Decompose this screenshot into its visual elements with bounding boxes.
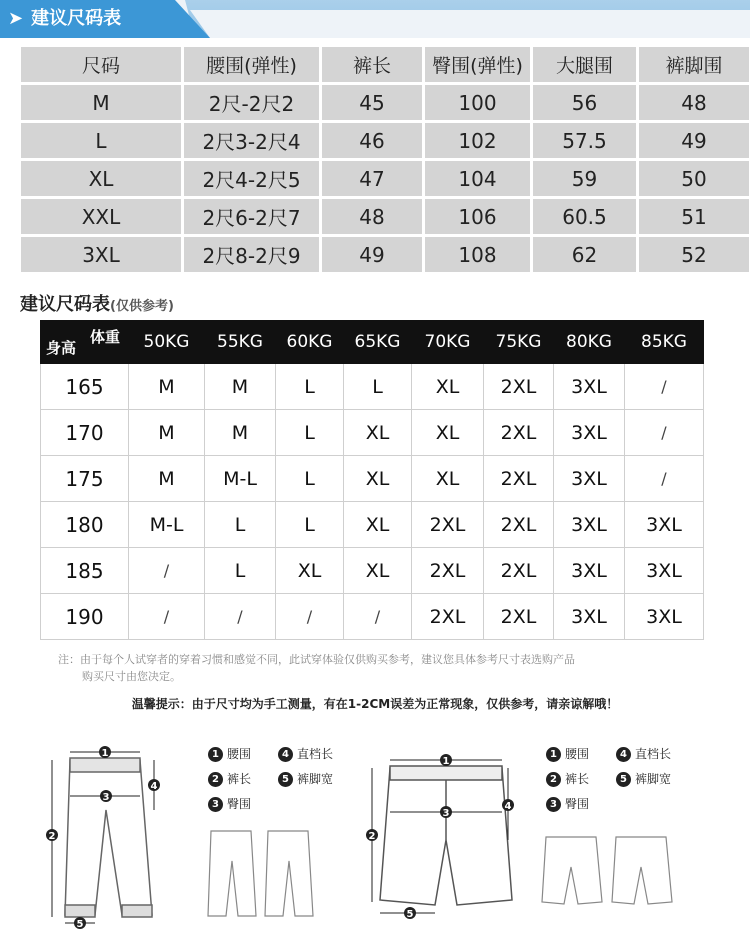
size-cell: 59 bbox=[533, 161, 636, 196]
shorts-marker-5-label: 5 bbox=[406, 909, 414, 920]
legend-label: 腰围 bbox=[565, 747, 590, 761]
legend-item bbox=[546, 742, 616, 767]
recommend-size-cell: 3XL bbox=[625, 594, 704, 640]
recommend-size-cell: XL bbox=[412, 364, 484, 410]
recommend-size-cell: 2XL bbox=[484, 594, 554, 640]
recommend-size-cell: / bbox=[344, 594, 412, 640]
size-cell: 100 bbox=[425, 85, 530, 120]
size-cell: 102 bbox=[425, 123, 530, 158]
marker-1-label: 1 bbox=[101, 748, 109, 759]
recommend-size-cell: M bbox=[129, 456, 205, 502]
legend-label: 裤长 bbox=[565, 772, 590, 786]
recommend-size-cell: L bbox=[344, 364, 412, 410]
recommend-title bbox=[20, 290, 174, 316]
height-cell: 175 bbox=[41, 456, 129, 502]
corner-weight-label: 体重 bbox=[89, 328, 120, 346]
shorts-diagram bbox=[362, 750, 532, 930]
number-badge-icon: 1 bbox=[546, 747, 561, 762]
height-cell: 185 bbox=[41, 548, 129, 594]
recommend-size-cell: XL bbox=[344, 410, 412, 456]
recommend-size-cell: XL bbox=[276, 548, 344, 594]
shorts-waistband bbox=[390, 766, 502, 780]
long-pants-thumbnails bbox=[206, 826, 341, 921]
recommend-size-cell: 2XL bbox=[412, 548, 484, 594]
long-pants-front-thumb bbox=[208, 831, 256, 916]
marker-4-label: 4 bbox=[150, 781, 158, 792]
size-cell: 52 bbox=[639, 237, 749, 272]
size-table-row bbox=[21, 123, 749, 158]
legend-label: 裤脚宽 bbox=[297, 772, 334, 786]
weight-header-cell: 75KG bbox=[484, 321, 554, 364]
recommend-size-cell: 2XL bbox=[484, 410, 554, 456]
marker-3-label: 3 bbox=[102, 792, 110, 803]
size-cell: 104 bbox=[425, 161, 530, 196]
recommend-size-cell: 3XL bbox=[625, 502, 704, 548]
banner-title-text: 建议尺码表 bbox=[31, 8, 122, 29]
recommend-size-cell: M-L bbox=[205, 456, 276, 502]
size-cell: L bbox=[21, 123, 181, 158]
recommend-size-cell: 3XL bbox=[554, 548, 625, 594]
size-cell: 49 bbox=[639, 123, 749, 158]
recommend-size-cell: XL bbox=[412, 410, 484, 456]
recommend-size-cell: 2XL bbox=[412, 502, 484, 548]
size-cell: 47 bbox=[322, 161, 422, 196]
size-cell: 2尺4-2尺5 bbox=[184, 161, 319, 196]
number-badge-icon: 3 bbox=[208, 797, 223, 812]
recommend-row bbox=[41, 548, 704, 594]
shorts-marker-2-label: 2 bbox=[368, 831, 376, 842]
size-cell: 45 bbox=[322, 85, 422, 120]
recommend-corner-cell bbox=[41, 321, 129, 364]
size-header-cell: 大腿围 bbox=[533, 47, 636, 82]
legend-long bbox=[208, 742, 348, 817]
weight-header-cell: 85KG bbox=[625, 321, 704, 364]
arrow-icon: ➤ bbox=[8, 8, 24, 29]
recommend-size-cell: 2XL bbox=[484, 502, 554, 548]
recommend-size-cell: L bbox=[276, 410, 344, 456]
size-table-row bbox=[21, 237, 749, 272]
size-table-row bbox=[21, 161, 749, 196]
size-cell: XL bbox=[21, 161, 181, 196]
shorts-front-thumb bbox=[542, 837, 602, 904]
size-cell: 2尺-2尺2 bbox=[184, 85, 319, 120]
banner-title bbox=[8, 5, 121, 33]
recommend-size-cell: L bbox=[205, 548, 276, 594]
size-cell: 46 bbox=[322, 123, 422, 158]
long-pants-outline bbox=[65, 760, 152, 915]
size-cell: 48 bbox=[639, 85, 749, 120]
legend-label: 裤长 bbox=[227, 772, 252, 786]
size-header-cell: 裤脚围 bbox=[639, 47, 749, 82]
size-cell: 2尺8-2尺9 bbox=[184, 237, 319, 272]
recommend-size-cell: / bbox=[276, 594, 344, 640]
legend-label: 腰围 bbox=[227, 747, 252, 761]
recommend-size-cell: 3XL bbox=[554, 594, 625, 640]
number-badge-icon: 5 bbox=[616, 772, 631, 787]
size-header-cell: 尺码 bbox=[21, 47, 181, 82]
size-cell: 48 bbox=[322, 199, 422, 234]
size-cell: 51 bbox=[639, 199, 749, 234]
size-table-header bbox=[21, 47, 749, 82]
marker-5-label: 5 bbox=[76, 919, 84, 930]
header-banner bbox=[0, 0, 750, 38]
reminder-text: 温馨提示：由于尺寸均为手工测量，有在1-2CM误差为正常现象，仅供参考，请亲谅解哦！ bbox=[131, 697, 619, 711]
height-cell: 190 bbox=[41, 594, 129, 640]
recommend-title-text: 建议尺码表 bbox=[20, 294, 110, 315]
recommend-size-cell: L bbox=[205, 502, 276, 548]
number-badge-icon: 2 bbox=[546, 772, 561, 787]
number-badge-icon: 4 bbox=[616, 747, 631, 762]
legend-label: 直档长 bbox=[297, 747, 334, 761]
legend-short bbox=[546, 742, 686, 817]
legend-label: 臀围 bbox=[565, 797, 590, 811]
footnote-line-1: 注：由于每个人试穿者的穿着习惯和感觉不同，此试穿体验仅供购买参考，建议您具体参考尺寸表选购产品 bbox=[58, 653, 575, 666]
recommend-size-cell: / bbox=[129, 594, 205, 640]
recommend-size-cell: XL bbox=[344, 548, 412, 594]
recommend-size-cell: L bbox=[276, 364, 344, 410]
size-cell: 57.5 bbox=[533, 123, 636, 158]
legend-item bbox=[208, 742, 278, 767]
weight-header-cell: 50KG bbox=[129, 321, 205, 364]
long-pants-right-cuff bbox=[122, 905, 152, 917]
marker-2-label: 2 bbox=[48, 831, 56, 842]
footnote bbox=[58, 651, 698, 685]
recommend-size-cell: 2XL bbox=[484, 456, 554, 502]
legend-item bbox=[208, 792, 278, 817]
legend-item bbox=[616, 767, 686, 792]
long-pants-waistband bbox=[70, 758, 140, 772]
recommend-subtitle: (仅供参考) bbox=[110, 299, 174, 314]
recommend-size-cell: XL bbox=[412, 456, 484, 502]
recommend-size-cell: L bbox=[276, 502, 344, 548]
recommend-size-cell: M bbox=[205, 410, 276, 456]
long-pants-left-cuff bbox=[65, 905, 95, 917]
recommend-size-cell: 2XL bbox=[484, 548, 554, 594]
weight-header-cell: 55KG bbox=[205, 321, 276, 364]
size-cell: 50 bbox=[639, 161, 749, 196]
corner-height-label: 身高 bbox=[46, 339, 77, 357]
recommend-size-cell: M-L bbox=[129, 502, 205, 548]
recommend-size-cell: / bbox=[625, 456, 704, 502]
recommend-row bbox=[41, 502, 704, 548]
recommend-size-cell: M bbox=[205, 364, 276, 410]
size-cell: 2尺3-2尺4 bbox=[184, 123, 319, 158]
weight-header-cell: 70KG bbox=[412, 321, 484, 364]
recommend-size-cell: / bbox=[625, 410, 704, 456]
recommend-size-cell: 3XL bbox=[554, 364, 625, 410]
shorts-thumbnails bbox=[540, 832, 680, 912]
recommend-size-cell: / bbox=[129, 548, 205, 594]
recommend-header bbox=[41, 321, 704, 364]
long-pants-back-thumb bbox=[265, 831, 313, 916]
legend-item bbox=[278, 767, 348, 792]
recommend-row bbox=[41, 594, 704, 640]
legend-label: 直档长 bbox=[635, 747, 672, 761]
long-pants-diagram bbox=[40, 730, 190, 930]
height-cell: 170 bbox=[41, 410, 129, 456]
legend-item bbox=[278, 742, 348, 767]
recommend-size-cell: 3XL bbox=[554, 502, 625, 548]
recommend-size-cell: / bbox=[625, 364, 704, 410]
height-cell: 180 bbox=[41, 502, 129, 548]
number-badge-icon: 4 bbox=[278, 747, 293, 762]
size-cell: 56 bbox=[533, 85, 636, 120]
size-cell: 49 bbox=[322, 237, 422, 272]
legend-label: 裤脚宽 bbox=[635, 772, 672, 786]
size-cell: 62 bbox=[533, 237, 636, 272]
recommend-row bbox=[41, 410, 704, 456]
recommend-size-cell: M bbox=[129, 410, 205, 456]
size-header-cell: 裤长 bbox=[322, 47, 422, 82]
weight-header-cell: 65KG bbox=[344, 321, 412, 364]
legend-label: 臀围 bbox=[227, 797, 252, 811]
recommend-size-cell: M bbox=[129, 364, 205, 410]
footnote-line-2: 购买尺寸由您决定。 bbox=[82, 670, 181, 683]
legend-item bbox=[208, 767, 278, 792]
shorts-marker-3-label: 3 bbox=[442, 808, 450, 819]
legend-item bbox=[546, 792, 616, 817]
weight-header-cell: 80KG bbox=[554, 321, 625, 364]
size-cell: M bbox=[21, 85, 181, 120]
size-table-row bbox=[21, 199, 749, 234]
shorts-back-thumb bbox=[612, 837, 672, 904]
size-table bbox=[18, 44, 750, 275]
recommend-row bbox=[41, 456, 704, 502]
recommend-size-cell: XL bbox=[344, 456, 412, 502]
recommend-size-cell: 2XL bbox=[412, 594, 484, 640]
size-cell: 60.5 bbox=[533, 199, 636, 234]
size-cell: XXL bbox=[21, 199, 181, 234]
height-cell: 165 bbox=[41, 364, 129, 410]
recommend-size-cell: 3XL bbox=[625, 548, 704, 594]
legend-item bbox=[546, 767, 616, 792]
number-badge-icon: 5 bbox=[278, 772, 293, 787]
number-badge-icon: 1 bbox=[208, 747, 223, 762]
size-cell: 108 bbox=[425, 237, 530, 272]
size-cell: 106 bbox=[425, 199, 530, 234]
weight-header-cell: 60KG bbox=[276, 321, 344, 364]
recommend-size-cell: 3XL bbox=[554, 410, 625, 456]
size-header-cell: 腰围(弹性) bbox=[184, 47, 319, 82]
number-badge-icon: 2 bbox=[208, 772, 223, 787]
shorts-marker-1-label: 1 bbox=[442, 756, 450, 767]
size-cell: 2尺6-2尺7 bbox=[184, 199, 319, 234]
number-badge-icon: 3 bbox=[546, 797, 561, 812]
size-table-row bbox=[21, 85, 749, 120]
recommend-size-cell: / bbox=[205, 594, 276, 640]
recommend-size-cell: XL bbox=[344, 502, 412, 548]
recommend-size-cell: 3XL bbox=[554, 456, 625, 502]
recommend-row bbox=[41, 364, 704, 410]
size-cell: 3XL bbox=[21, 237, 181, 272]
shorts-marker-4-label: 4 bbox=[504, 801, 512, 812]
recommend-table bbox=[40, 320, 704, 640]
size-header-cell: 臀围(弹性) bbox=[425, 47, 530, 82]
recommend-size-cell: 2XL bbox=[484, 364, 554, 410]
legend-item bbox=[616, 742, 686, 767]
recommend-size-cell: L bbox=[276, 456, 344, 502]
